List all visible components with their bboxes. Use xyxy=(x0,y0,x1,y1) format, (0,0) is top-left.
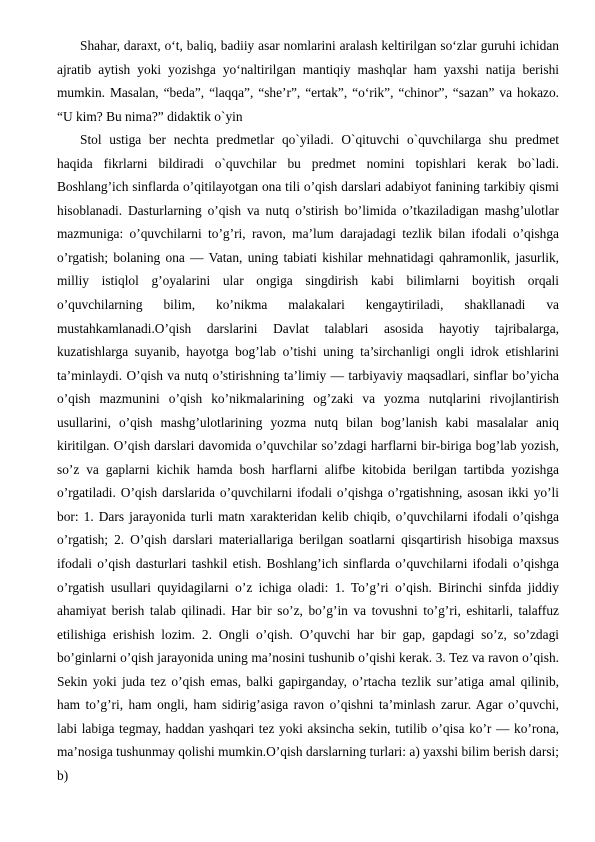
document-page xyxy=(57,34,559,788)
paragraph-main: Stol ustiga ber nechta predmetlar qo`yiladi. O`qituvchi o`quvchilarga shu predmet haqida fikrlarni bildiradi o`quvchilar bu predmet nomini topishlari kerak bo`ladi. Boshlang’ich sinflarda o’qitilayotgan ona tili o’qish darslari adabiyot fanining tarkibiy qismi hisoblanadi. Dasturlarning o’qish va nutq o’stirish bo’limida o’tkaziladigan mashg’ulotlar mazmuniga: o’quvchilarni to’g’ri, ravon, ma’lum darajadagi tezlik bilan ifodali o’qishga o’rgatish; bolaning ona — Vatan, uning tabiati kishilar mehnatidagi qahramonlik, jasurlik, milliy istiqlol g’oyalarini ular ongiga singdirish kabi bilimlarni boyitish orqali o’quvchilarning bilim, ko’nikma malakalari kengaytiriladi, shakllanadi va mustahkamlanadi.O’qish darslarini Davlat talablari asosida hayotiy tajribalarga, kuzatishlarga suyanib, hayotga bog’lab o’tishi uning ta’sirchanligi ongli idrok etishlarini ta’minlaydi. O’qish va nutq o’stirishning ta’limiy — tarbiyaviy maqsadlari, sinflar bo’yicha o’qish mazmunini o’qish ko’nikmalarining og’zaki va yozma nutqlarini rivojlantirish usullarini, o’qish mashg’ulotlarining yozma nutq bilan bog’lanish kabi masalalar aniq kiritilgan. O’qish darslari davomida o’quvchilar so’zdagi harflarni bir-biriga bog’lab yozish, so’z va gaplarni kichik hamda bosh harflarni alifbe kitobida berilgan tartibda yozishga o’rgatiladi. O’qish darslarida o’quvchilarni ifodali o’qishga o’rgatishning, asosan ikki yo’li bor: 1. Dars jarayonida turli matn xarakteridan kelib chiqib, o’quvchilarni ifodali o’qishga o’rgatish; 2. O’qish darslari materiallariga berilgan soatlarni qisqartirish hisobiga maxsus ifodali o’qish dasturlari tashkil etish. Boshlang’ich sinflarda o’quvchilarni ifodali o’qishga o’rgatish usullari quyidagilarni o’z ichiga oladi: 1. To’g’ri o’qish. Birinchi sinfda jiddiy ahamiyat berish talab qilinadi. Har bir so’z, bo’g’in va tovushni to’g’ri, eshitarli, talaffuz etilishiga erishish lozim. 2. Ongli o’qish. O’quvchi har bir gap, gapdagi so’z, so’zdagi bo’ginlarni o’qish jarayonida uning ma’nosini tushunib o’qishi kerak. 3. Tez va ravon o’qish. Sekin yoki juda tez o’qish emas, balki gapirganday, o’rtacha tezlik sur’atiga amal qilinib, ham to’g’ri, ham ongli, ham sidirig’asiga ravon o’qishni ta’minlash zarur. Agar o’quvchi, labi labiga tegmay, haddan yashqari tez yoki aksincha sekin, tutilib o’qisa ko’r — ko’rona, ma’nosiga tushunmay qolishi mumkin.O’qish darslarning turlari: a) yaxshi bilim berish darsi; b) xyxy=(57,132,559,783)
paragraph-intro: Shahar, daraxt, o‘t, baliq, badiiy asar nomlarini aralash keltirilgan so‘zlar guruhi ichidan ajratib aytish yoki yozishga yo‘naltirilgan mantiqiy mashqlar ham yaxshi natija berishi mumkin. Masalan, “beda”, “laqqa”, “she’r”, “ertak”, “o‘rik”, “chinor”, “sazan” va hokazo. “U kim? Bu nima?” didaktik o`yin xyxy=(57,38,559,124)
